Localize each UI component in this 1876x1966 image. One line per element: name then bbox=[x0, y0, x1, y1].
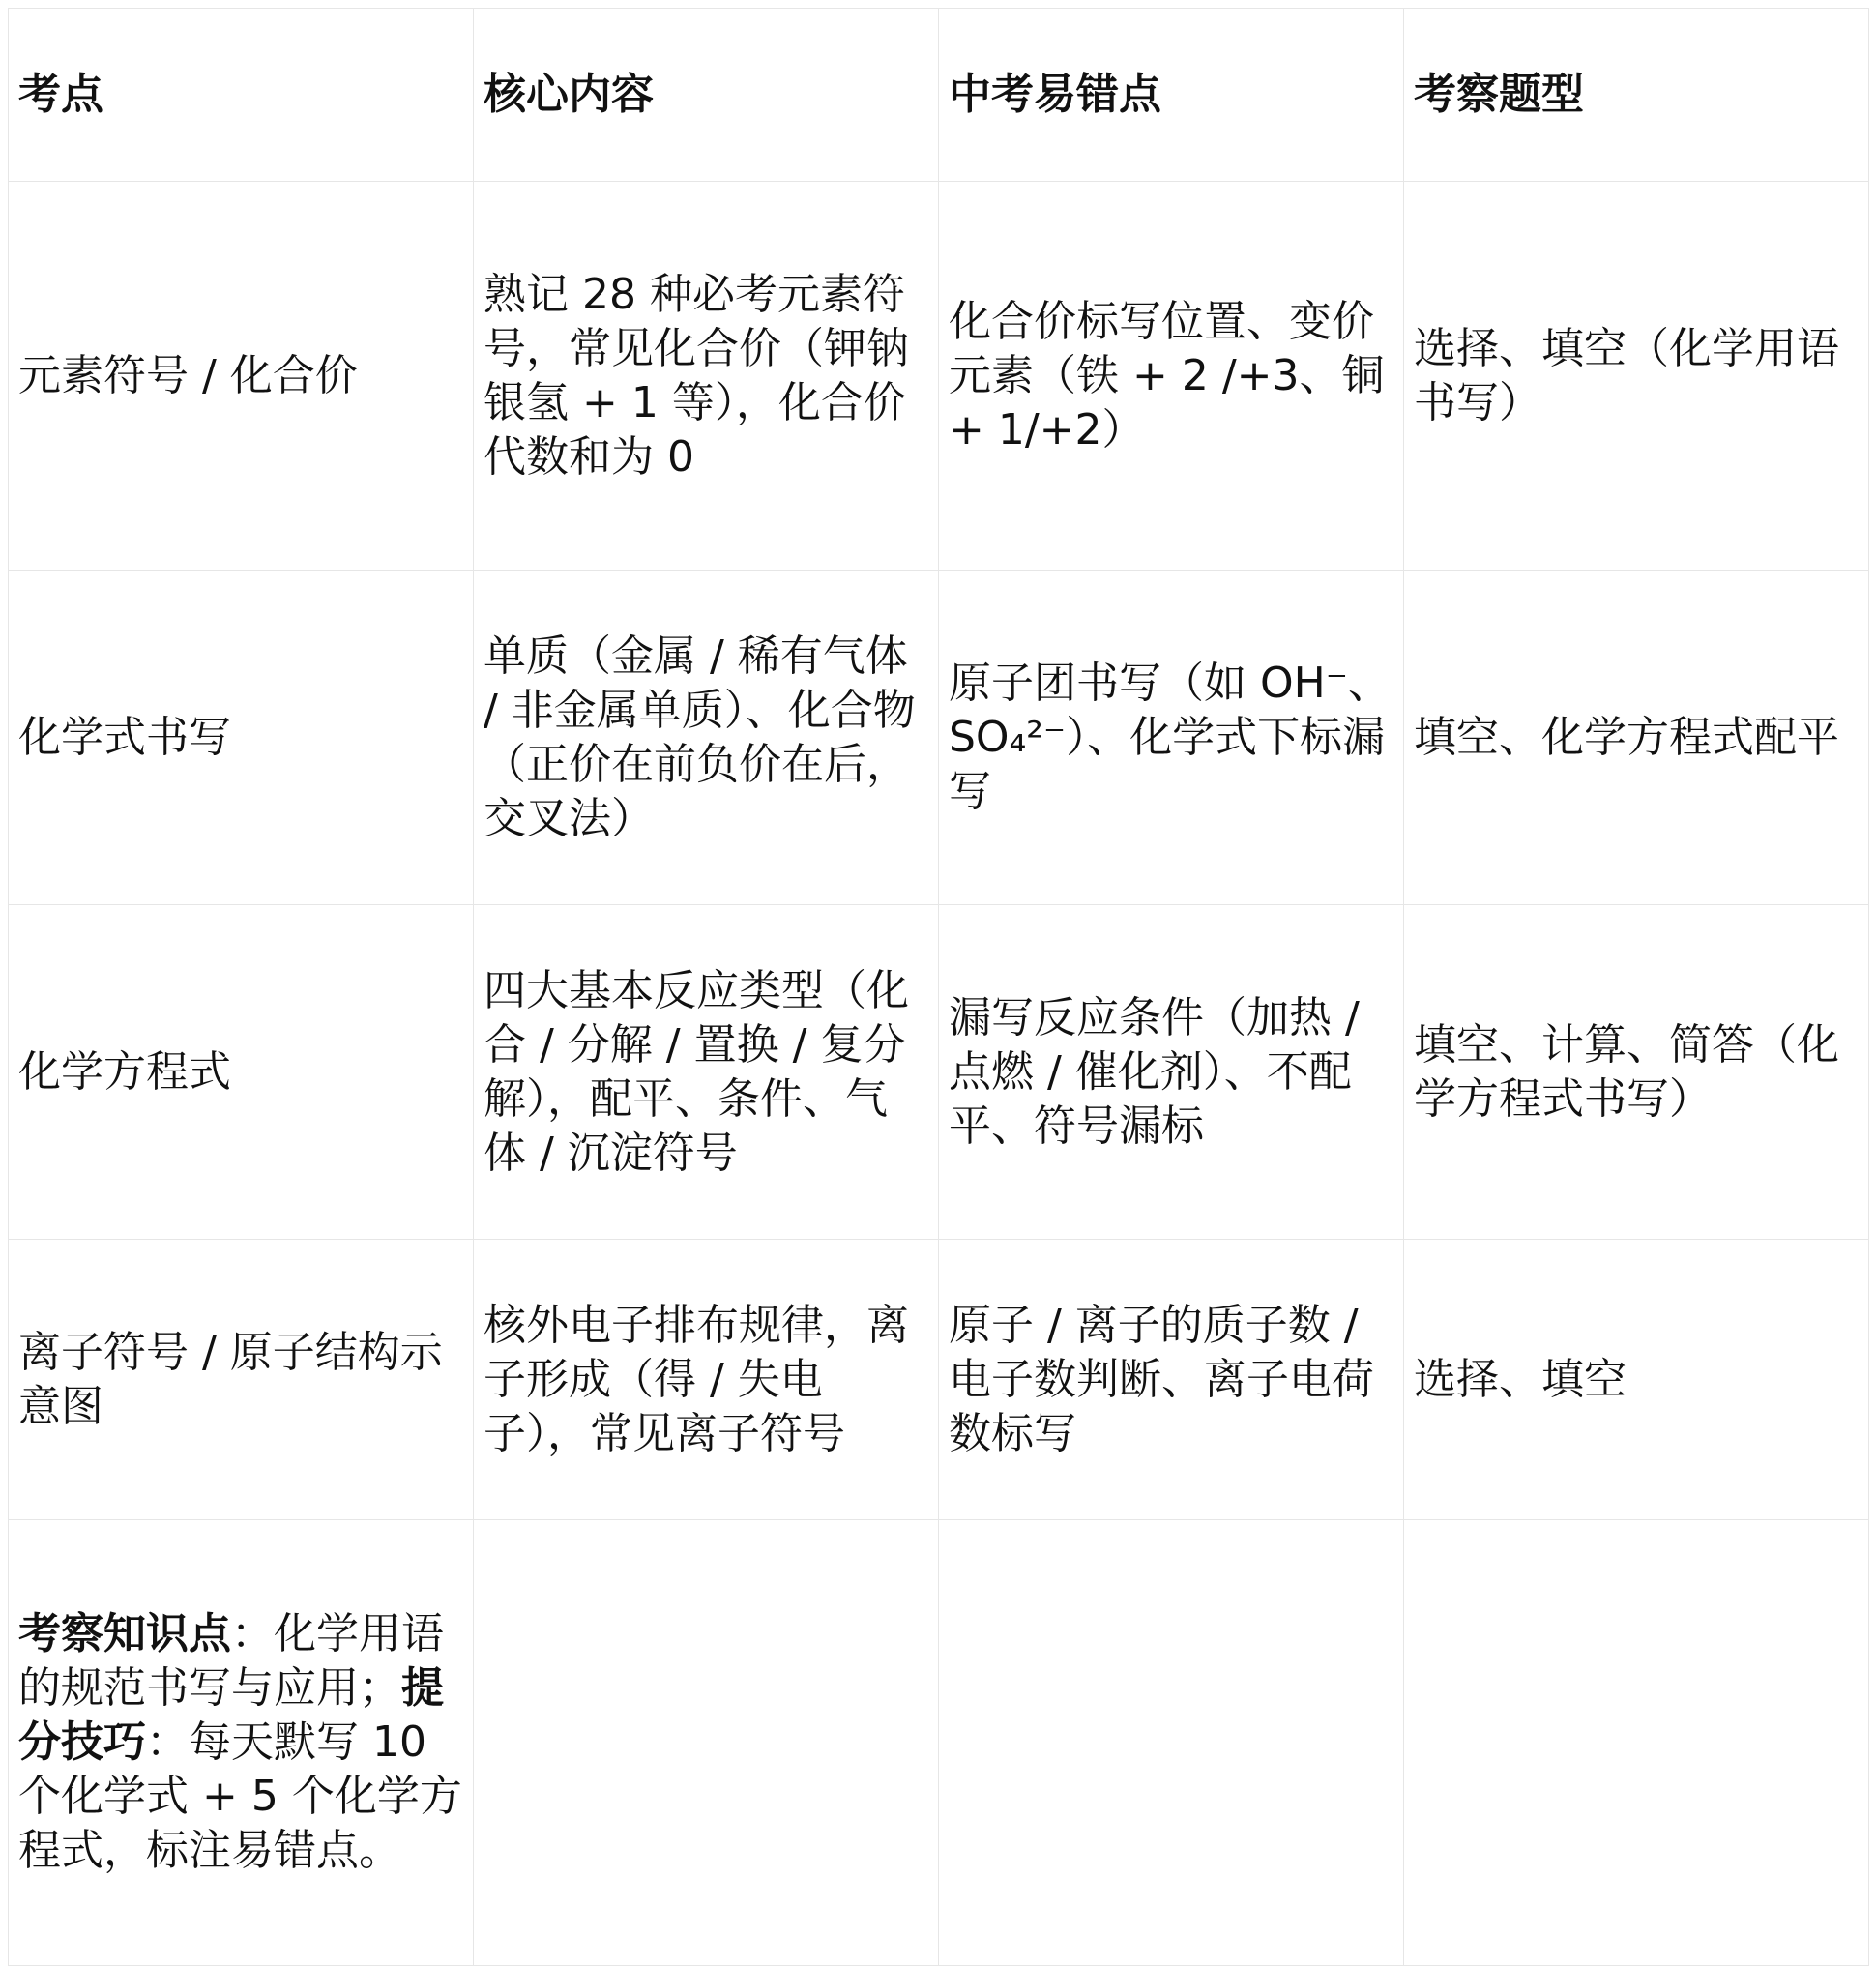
header-topic: 考点 bbox=[9, 9, 474, 182]
cell-errors: 化合价标写位置、变价元素（铁 + 2 /+3、铜 + 1/+2） bbox=[939, 182, 1404, 571]
header-row bbox=[9, 9, 1869, 182]
summary-cell bbox=[9, 1520, 474, 1966]
cell-errors: 原子团书写（如 OH⁻、SO₄²⁻）、化学式下标漏写 bbox=[939, 571, 1404, 905]
cell-content: 四大基本反应类型（化合 / 分解 / 置换 / 复分解），配平、条件、气体 / 沉淀符号 bbox=[474, 905, 939, 1240]
cell-topic: 化学方程式 bbox=[9, 905, 474, 1240]
summary-text-knowledge: ：化学用语的规范书写与应用； bbox=[18, 1609, 444, 1713]
empty-cell bbox=[939, 1520, 1404, 1966]
cell-content: 熟记 28 种必考元素符号，常见化合价（钾钠银氢 + 1 等），化合价代数和为 0 bbox=[474, 182, 939, 571]
table-row bbox=[9, 905, 1869, 1240]
summary-text-tips: ：每天默写 10 个化学式 + 5 个化学方程式，标注易错点。 bbox=[18, 1717, 462, 1875]
cell-content: 单质（金属 / 稀有气体 / 非金属单质）、化合物（正价在前负价在后，交叉法） bbox=[474, 571, 939, 905]
summary-label-knowledge: 考察知识点 bbox=[18, 1609, 231, 1658]
header-types: 考察题型 bbox=[1404, 9, 1869, 182]
cell-content: 核外电子排布规律，离子形成（得 / 失电子），常见离子符号 bbox=[474, 1240, 939, 1520]
cell-types: 填空、化学方程式配平 bbox=[1404, 571, 1869, 905]
table-row bbox=[9, 1240, 1869, 1520]
empty-cell bbox=[1404, 1520, 1869, 1966]
summary-label-tips: 提分技巧 bbox=[18, 1663, 444, 1767]
summary-row bbox=[9, 1520, 1869, 1966]
header-errors: 中考易错点 bbox=[939, 9, 1404, 182]
header-content: 核心内容 bbox=[474, 9, 939, 182]
empty-cell bbox=[474, 1520, 939, 1966]
cell-errors: 原子 / 离子的质子数 / 电子数判断、离子电荷数标写 bbox=[939, 1240, 1404, 1520]
table-row bbox=[9, 182, 1869, 571]
cell-topic: 离子符号 / 原子结构示意图 bbox=[9, 1240, 474, 1520]
cell-types: 选择、填空（化学用语书写） bbox=[1404, 182, 1869, 571]
cell-errors: 漏写反应条件（加热 / 点燃 / 催化剂）、不配平、符号漏标 bbox=[939, 905, 1404, 1240]
cell-types: 选择、填空 bbox=[1404, 1240, 1869, 1520]
knowledge-table bbox=[8, 8, 1869, 1966]
cell-topic: 元素符号 / 化合价 bbox=[9, 182, 474, 571]
cell-topic: 化学式书写 bbox=[9, 571, 474, 905]
table-row bbox=[9, 571, 1869, 905]
cell-types: 填空、计算、简答（化学方程式书写） bbox=[1404, 905, 1869, 1240]
